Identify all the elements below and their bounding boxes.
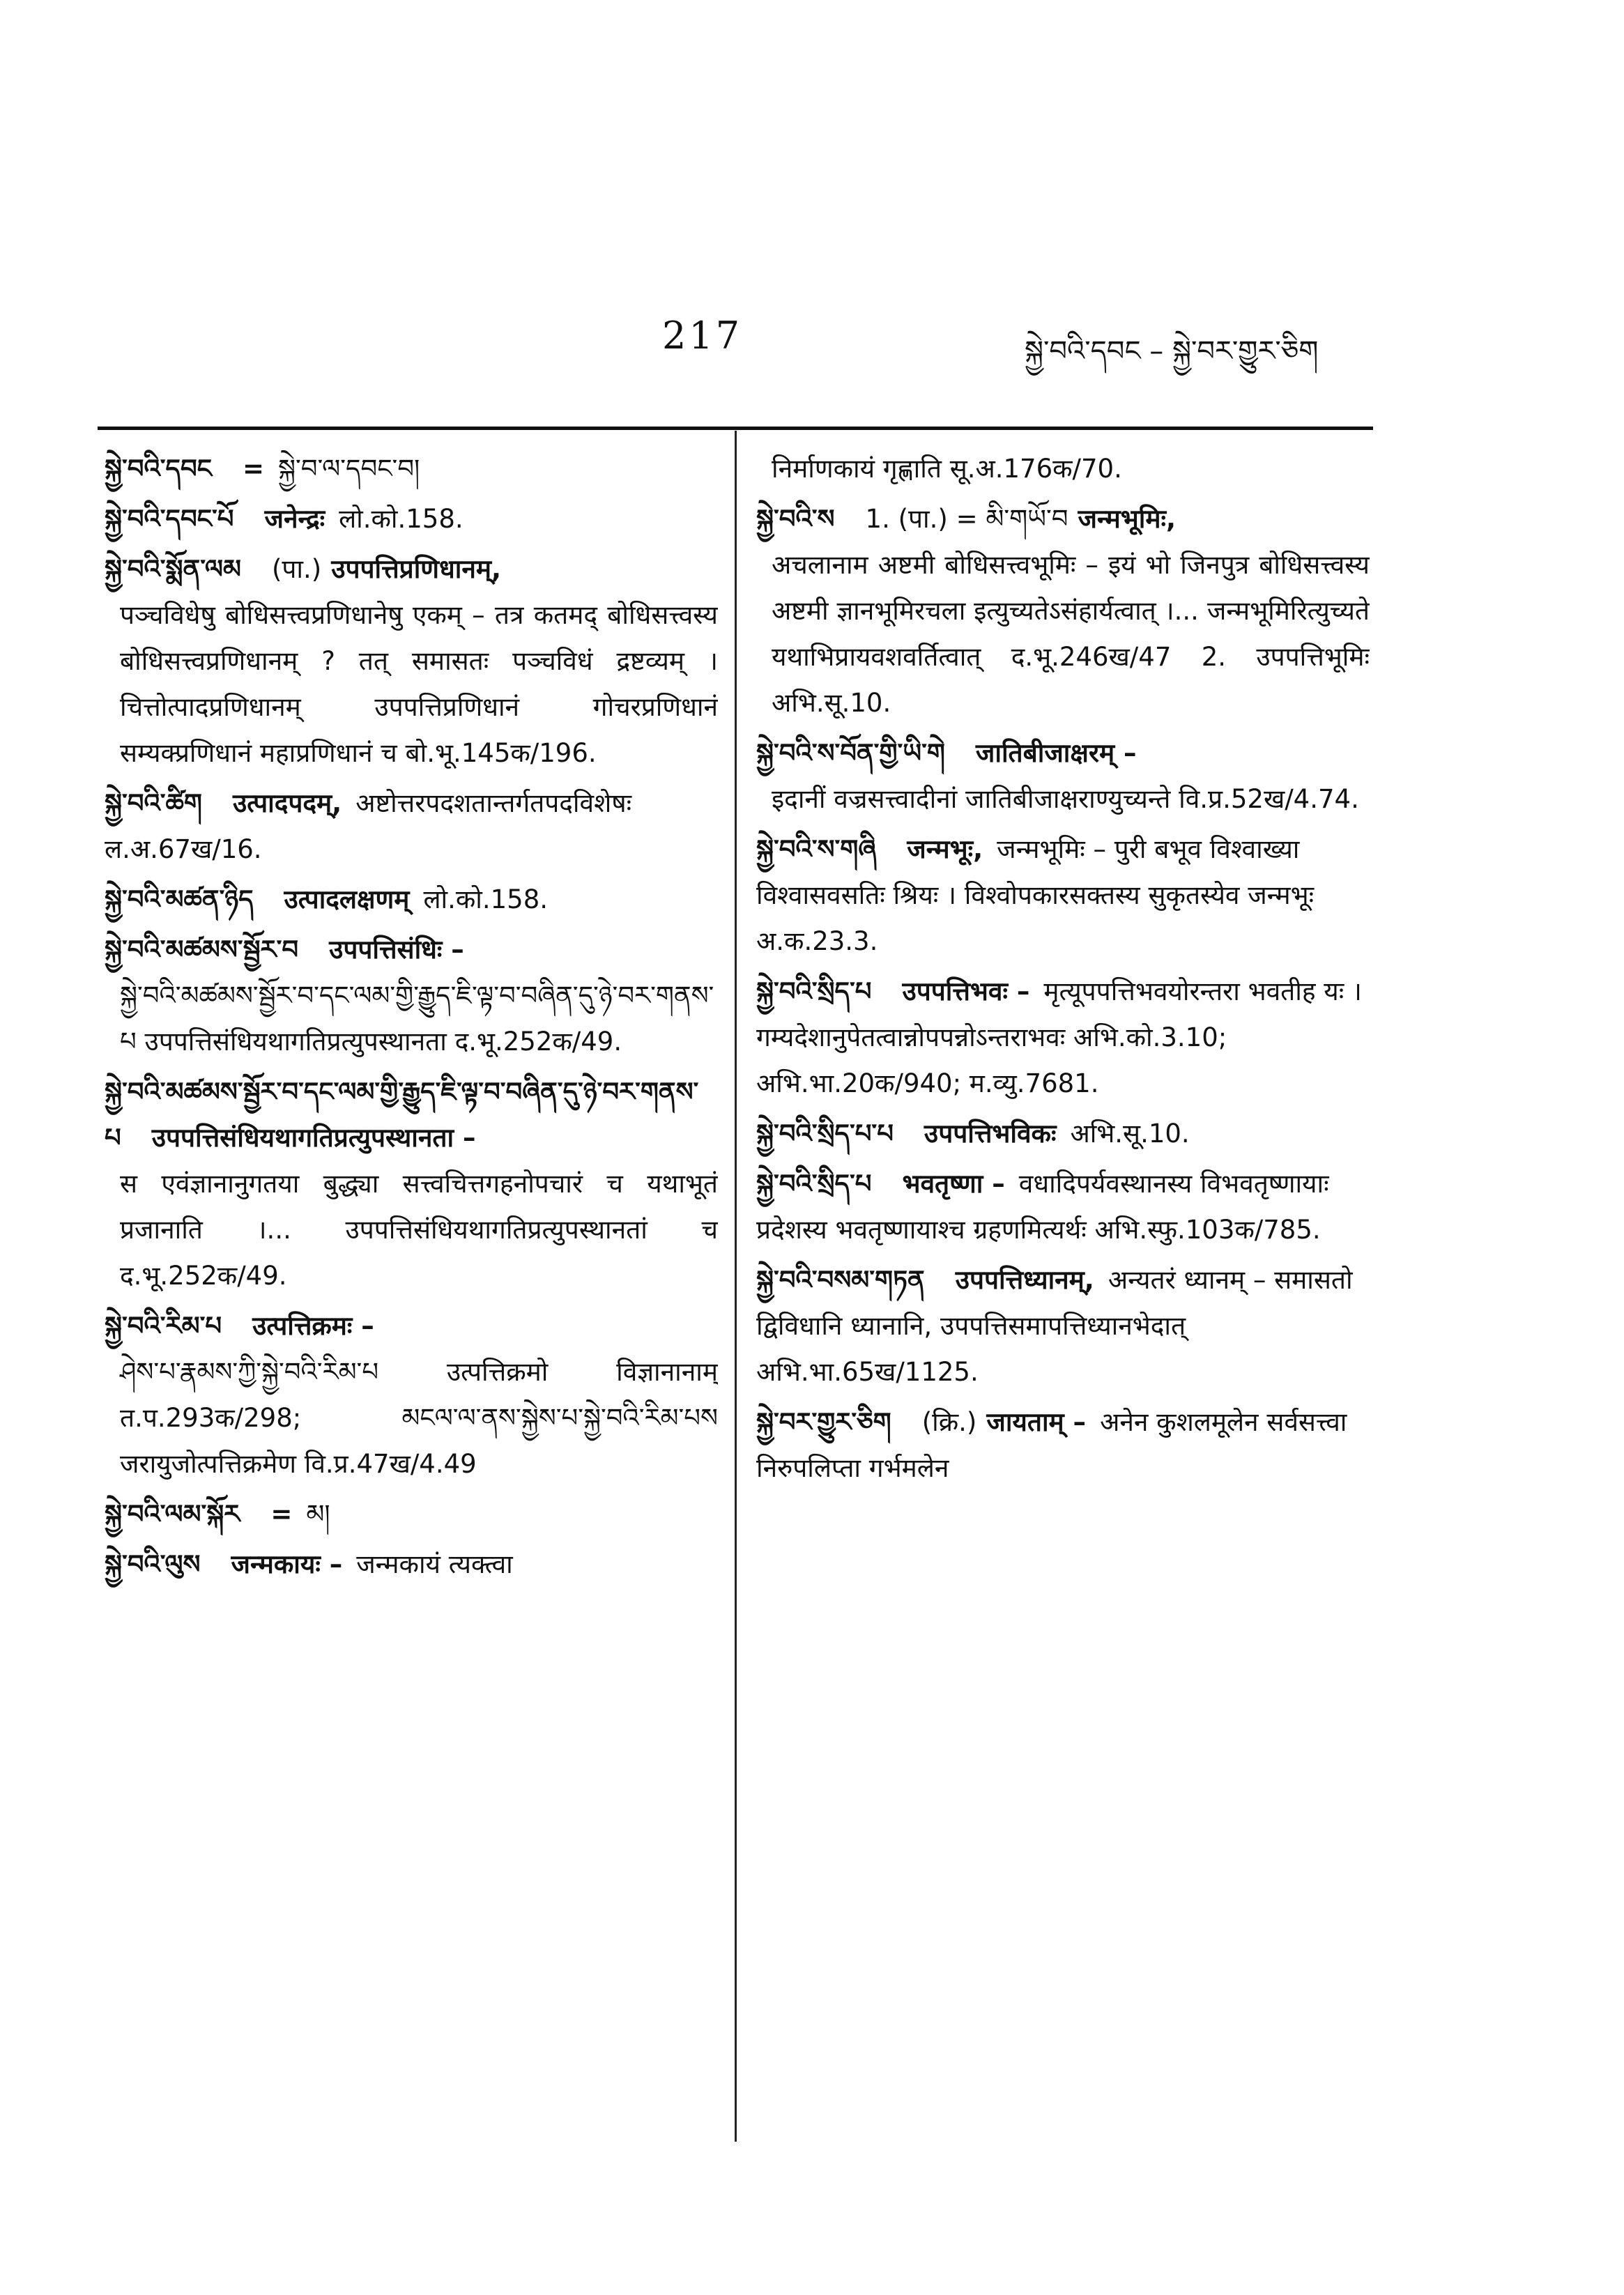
definition: ཤེས་པ་རྣམས་ཀྱི་སྐྱེ་བའི་རིམ་པ उत्पत्तिक्रमो विज्ञानानाम् त.प.293क/298; མངལ་ལ་ནས་སྐྱེས་པ་སྐྱེ་བའི་རིམ་པས जरायुजोत्पत्तिक्रमेण वि.प्र.47ख/4.49 (120, 1357, 718, 1479)
headword: སྐྱེ་བའི་ས་བོན་གྱི་ཡི་གེ (756, 738, 945, 768)
dictionary-entry (756, 969, 1370, 1107)
column-divider (735, 431, 737, 2142)
equivalent: उपपत्तिसंधिः – (329, 935, 464, 965)
definition: སྐྱེ་བ་ལ་དབང་བ། (278, 454, 420, 484)
headword: སྐྱེ་བའི་མཚན་ཉིད (105, 884, 254, 914)
dictionary-entry-continued (756, 446, 1370, 492)
definition: मृत्यूपपत्तिभवयोरन्तरा भवतीह यः । गम्यदेशानुपेतत्वान्नोपपन्नोऽन्तराभवः अभि.को.3.10; अभि.भा.20क/940; म.व्यु.7681. (756, 976, 1362, 1098)
definition: སྐྱེ་བའི་མཚམས་སྦྱོར་བ་དང་ལམ་གྱི་རྒྱུད་ཇི་ལྟ་བ་བཞིན་དུ་ཉེ་བར་གནས་པ उपपत्तिसंधियथागतिप्रत्युपस्थानता द.भू.252क/49. (120, 981, 714, 1057)
dictionary-entry (105, 1069, 718, 1299)
dictionary-entry (105, 781, 718, 873)
headword: སྐྱེ་བའི་དབང་པོ (105, 504, 234, 534)
equivalent: उत्पादलक्षणम् (284, 884, 410, 914)
definition: མ། (306, 1499, 330, 1529)
headword: སྐྱེ་བའི་ལམ་སྐོར (105, 1499, 240, 1529)
definition: अचलानाम अष्टमी बोधिसत्त्वभूमिः – इयं भो जिनपुत्र बोधिसत्त्वस्य अष्टमी ज्ञानभूमिरचला इत्युच्यतेऽसंहार्यत्वात् ।... जन्मभूमिरित्युच्यते यथाभिप्रायवशवर्तित्वात् द.भू.246ख/47 2. उपपत्तिभूमिः अभि.सू.10. (772, 550, 1370, 718)
equivalent: जातिबीजाक्षरम् – (975, 738, 1137, 768)
headword: སྐྱེ་བའི་སྲིད་པ (756, 1169, 872, 1199)
equivalent: जनेन्द्रः (264, 504, 325, 534)
dictionary-entry (105, 877, 718, 923)
page-number: 217 (662, 314, 743, 358)
headword: སྐྱེ་བའི་ས་གཞི (756, 834, 877, 864)
equivalent: जन्मभूः, (907, 834, 983, 864)
equivalent: उत्पत्तिक्रमः – (252, 1311, 374, 1341)
equivalent: उपपत्तिध्यानम्, (955, 1265, 1094, 1295)
equivalent: उपपत्तिसंधियथागतिप्रत्युपस्थानता – (151, 1123, 476, 1153)
definition: लो.को.158. (339, 504, 464, 534)
definition: इदानीं वज्रसत्त्वादीनां जातिबीजाक्षराण्युच्यन्ते वि.प्र.52ख/4.74. (772, 784, 1359, 814)
definition: वधादिपर्यवस्थानस्य विभवतृष्णायाः प्रदेशस्य भवतृष्णायाश्च ग्रहणमित्यर्थः अभि.स्फु.103क/785. (756, 1169, 1329, 1245)
headword: སྐྱེ་བའི་མཚམས་སྦྱོར་བ (105, 935, 299, 965)
dictionary-entry (105, 1542, 718, 1588)
definition: अन्यतरं ध्यानम् – समासतो द्विविधानि ध्यानानि, उपपत्तिसमापत्तिध्यानभेदात् अभि.भा.65ख/1125. (756, 1265, 1353, 1387)
headword: སྐྱེ་བའི་སྨོན་ལམ (105, 554, 241, 584)
dictionary-entry (756, 1399, 1370, 1491)
headword: སྐྱེ་བའི་སྲིད་པ་པ (756, 1119, 894, 1149)
equivalent: उपपत्तिप्रणिधानम्, (331, 554, 502, 584)
dictionary-entry (756, 1111, 1370, 1157)
equivalent: उपपत्तिभवः – (902, 976, 1030, 1006)
dictionary-entry (756, 827, 1370, 965)
headword: སྐྱེ་བའི་བསམ་གཏན (756, 1265, 925, 1295)
headword: སྐྱེ་བའི་ཚིག (105, 788, 202, 818)
headword: སྐྱེ་བའི་དབང (105, 454, 213, 484)
headword: སྐྱེ་བའི་ས (756, 504, 835, 534)
headword: སྐྱེ་བའི་ལུས (105, 1549, 201, 1579)
equivalent: भवतृष्णा – (902, 1169, 1005, 1199)
grammar-abbr: (पा.) (271, 554, 322, 584)
definition: लो.को.158. (423, 884, 549, 914)
equivalent: = (243, 454, 265, 484)
definition: जन्मकायं त्यक्त्वा (356, 1549, 513, 1579)
dictionary-entry (105, 446, 718, 492)
dictionary-entry (105, 1491, 718, 1537)
definition: अष्टोत्तरपदशतान्तर्गतपदविशेषः ल.अ.67ख/16. (105, 788, 632, 864)
definition: अभि.सू.10. (1070, 1119, 1190, 1149)
equivalent: जन्मकायः – (231, 1549, 343, 1579)
definition: स एवंज्ञानानुगतया बुद्ध्या सत्त्वचित्तगहनोपचारं च यथाभूतं प्रजानाति ।... उपपत्तिसंधियथागतिप्रत्युपस्थानतां च द.भू.252क/49. (120, 1169, 718, 1291)
grammar-abbr: 1. (पा.) = མི་གཡོ་བ (865, 504, 1068, 534)
definition: पञ्चविधेषु बोधिसत्त्वप्रणिधानेषु एकम् – तत्र कतमद् बोधिसत्त्वस्य बोधिसत्त्वप्रणिधानम् ? तत् समासतः पञ्चविधं द्रष्टव्यम् । चित्तोत्पादप्रणिधानम् उपपत्तिप्रणिधानं गोचरप्रणिधानं सम्यक्प्रणिधानं महाप्रणिधानं च बो.भू.145क/196. (120, 600, 718, 768)
equivalent: उत्पादपदम्, (232, 788, 342, 818)
headword: སྐྱེ་བའི་རིམ་པ (105, 1311, 222, 1341)
left-column (105, 446, 718, 2154)
running-head: སྐྱེ་བའི་དབང – སྐྱེ་བར་གྱུར་ཅིག (1025, 335, 1319, 367)
dictionary-entry (105, 1303, 718, 1487)
dictionary-entry (756, 1161, 1370, 1253)
dictionary-entry (105, 927, 718, 1065)
headword: སྐྱེ་བར་གྱུར་ཅིག (756, 1407, 891, 1437)
headword: སྐྱེ་བའི་སྲིད་པ (756, 976, 872, 1006)
dictionary-entry (756, 730, 1370, 822)
top-rule (98, 427, 1373, 430)
definition: अनेन कुशलमूलेन सर्वसत्त्वा निरुपलिप्ता गर्भमलेन (756, 1407, 1347, 1483)
grammar-abbr: (क्रि.) (921, 1407, 977, 1437)
dictionary-entry (756, 496, 1370, 726)
definition: निर्माणकायं गृह्णाति सू.अ.176क/70. (772, 454, 1122, 484)
dictionary-entry (105, 496, 718, 542)
equivalent: जन्मभूमिः, (1078, 504, 1177, 534)
headword: སྐྱེ་བའི་མཚམས་སྦྱོར་བ་དང་ལམ་གྱི་རྒྱུད་ཇི་ལྟ་བ་བཞིན་དུ་ཉེ་བར་གནས་པ (105, 1077, 699, 1153)
dictionary-entry (756, 1257, 1370, 1395)
right-column (756, 446, 1370, 2154)
definition: जन्मभूमिः – पुरी बभूव विश्वाख्या विश्वासवसतिः श्रियः । विश्वोपकारसक्तस्य सुकृतस्येव जन्मभूः अ.क.23.3. (756, 834, 1315, 956)
equivalent: उपपत्तिभविकः (924, 1119, 1057, 1149)
equivalent: = (270, 1499, 293, 1529)
dictionary-entry (105, 546, 718, 776)
equivalent: जायताम् – (986, 1407, 1087, 1437)
